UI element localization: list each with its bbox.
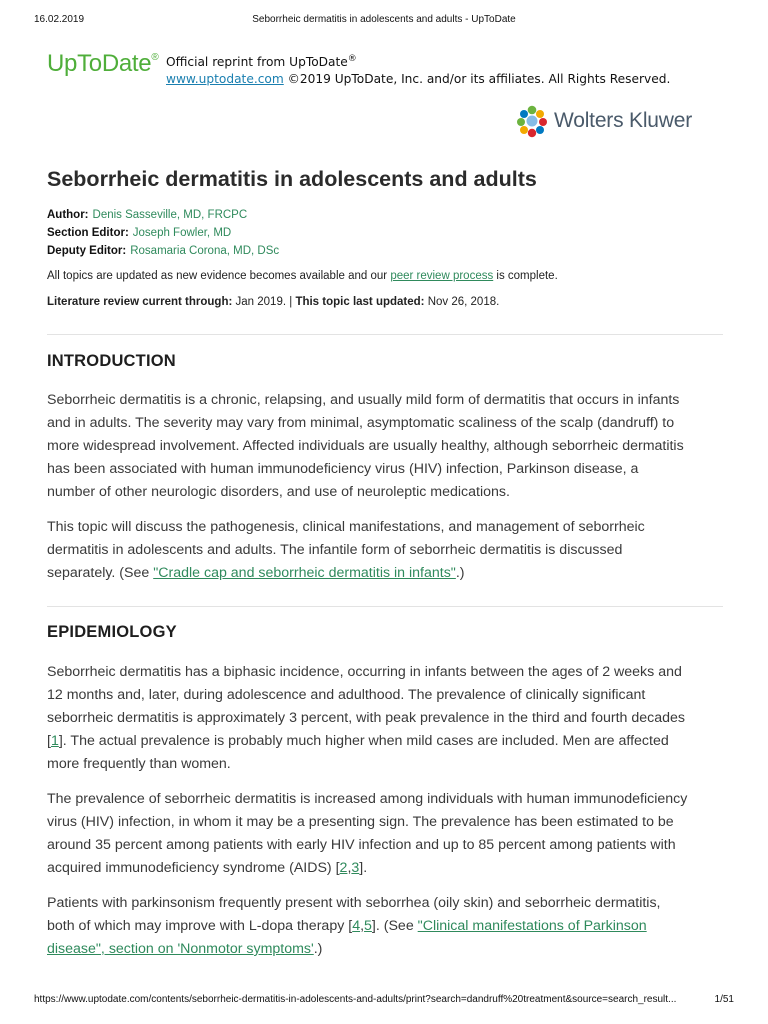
text-line <box>47 915 737 938</box>
divider <box>47 606 723 607</box>
cradle-cap-link[interactable]: "Cradle cap and seborrheic dermatitis in infants" <box>153 565 456 581</box>
copyright-text: ©2019 UpToDate, Inc. and/or its affiliates. All Rights Reserved. <box>287 72 671 87</box>
epidemiology-heading: EPIDEMIOLOGY <box>47 623 177 641</box>
copyright-line <box>166 71 670 88</box>
text-segment: both of which may improve with L-dopa therapy [ <box>47 918 353 934</box>
print-footer <box>34 994 734 1005</box>
page-number: 1/51 <box>714 994 734 1005</box>
introduction-paragraph-2 <box>47 516 737 585</box>
separator: | <box>289 296 293 308</box>
text-segment: , <box>347 860 352 876</box>
author-line <box>47 209 247 221</box>
wolters-kluwer-text: Wolters Kluwer <box>554 109 693 132</box>
deputy-editor-label: Deputy Editor: <box>47 245 127 257</box>
page-url: https://www.uptodate.com/contents/seborrheic-dermatitis-in-adolescents-and-adults/print?search=dandruff%20treatment&source=search_result... <box>34 994 677 1005</box>
text-segment: [ <box>47 733 51 749</box>
peer-review-link[interactable]: peer review process <box>390 270 494 282</box>
text-line: Seborrheic dermatitis has a biphasic incidence, occurring in infants between the ages of 2 weeks and <box>47 664 682 680</box>
print-date: 16.02.2019 <box>34 14 85 25</box>
text-line: number of other neurologic disorders, and use of neuroleptic medications. <box>47 484 510 500</box>
section-editor-label: Section Editor: <box>47 227 129 239</box>
update-note-pre: All topics are updated as new evidence becomes available and our <box>47 270 391 282</box>
text-segment: acquired immunodeficiency syndrome (AIDS) [ <box>47 860 340 876</box>
text-line: virus (HIV) infection, in whom it may be a presenting sign. The prevalence has been estimated to be <box>47 814 674 830</box>
last-updated-value: Nov 26, 2018. <box>427 296 500 308</box>
uptodate-logo-text: UpToDate <box>47 50 152 77</box>
text-line: Patients with parkinsonism frequently present with seborrhea (oily skin) and seborrheic dermatitis, <box>47 895 661 911</box>
text-line <box>47 730 737 753</box>
print-page-title: Seborrheic dermatitis in adolescents and adults - UpToDate <box>252 14 516 25</box>
introduction-paragraph-1 <box>47 389 737 504</box>
section-editor-link[interactable]: Joseph Fowler, MD <box>132 227 232 239</box>
reprint-text: Official reprint from UpToDate <box>166 55 348 70</box>
text-segment: .) <box>455 565 465 581</box>
epidemiology-paragraph-1 <box>47 661 737 776</box>
section-editor-line <box>47 227 231 239</box>
text-line <box>47 857 737 880</box>
text-line <box>47 938 737 961</box>
reference-link-5[interactable]: 5 <box>364 918 372 934</box>
uptodate-logo <box>47 50 158 78</box>
reprint-registered-mark: ® <box>347 54 357 64</box>
reference-link-1[interactable]: 1 <box>50 733 59 749</box>
parkinson-link-part-1[interactable]: "Clinical manifestations of Parkinson <box>417 918 647 934</box>
introduction-heading: INTRODUCTION <box>47 352 176 370</box>
text-line: around 35 percent among patients with early HIV infection and up to 85 percent among patients with <box>47 837 676 853</box>
text-line: 12 months and, later, during adolescence and adulthood. The prevalence of clinically significant <box>47 687 646 703</box>
print-header <box>0 14 768 28</box>
lit-review-label: Literature review current through: <box>47 296 233 308</box>
epidemiology-paragraph-2 <box>47 788 737 880</box>
reference-link-3[interactable]: 3 <box>351 860 360 876</box>
text-segment: separately. (See <box>47 565 154 581</box>
text-segment: .) <box>313 941 323 957</box>
deputy-editor-line <box>47 245 279 257</box>
uptodate-link[interactable]: www.uptodate.com <box>166 72 284 87</box>
author-label: Author: <box>47 209 89 221</box>
text-line: Seborrheic dermatitis is a chronic, relapsing, and usually mild form of dermatitis that occurs in infants <box>47 392 680 408</box>
text-segment: ]. <box>359 860 368 876</box>
text-line: This topic will discuss the pathogenesis, clinical manifestations, and management of seborrheic <box>47 519 645 535</box>
divider <box>47 334 723 335</box>
text-segment: , <box>360 918 365 934</box>
text-line: seborrheic dermatitis is approximately 3 percent, with peak prevalence in the third and fourth decades <box>47 710 685 726</box>
text-line: more widespread involvement. Affected individuals are usually healthy, although seborrheic dermatitis <box>47 438 684 454</box>
update-note-post: is complete. <box>493 270 558 282</box>
lit-review-value: Jan 2019. <box>235 296 287 308</box>
text-line: and in adults. The severity may vary from minimal, asymptomatic scaliness of the scalp (dandruff) to <box>47 415 675 431</box>
reprint-line <box>166 51 670 71</box>
epidemiology-paragraph-3 <box>47 892 737 961</box>
text-line <box>47 562 737 585</box>
wolters-kluwer-globe-icon <box>515 104 549 138</box>
last-updated-label: This topic last updated: <box>295 296 425 308</box>
author-link[interactable]: Denis Sasseville, MD, FRCPC <box>92 209 248 221</box>
deputy-editor-link[interactable]: Rosamaria Corona, MD, DSc <box>130 245 280 257</box>
reference-link-2[interactable]: 2 <box>339 860 348 876</box>
registered-mark: ® <box>151 52 159 63</box>
reprint-notice <box>166 51 670 88</box>
text-line: more frequently than women. <box>47 756 231 772</box>
text-segment: ]. The actual prevalence is probably much higher when mild cases are included. Men are affected <box>58 733 669 749</box>
reference-link-4[interactable]: 4 <box>352 918 361 934</box>
article-title: Seborrheic dermatitis in adolescents and adults <box>47 167 537 191</box>
text-line: dermatitis in adolescents and adults. The infantile form of seborrheic dermatitis is discussed <box>47 542 623 558</box>
literature-review-line <box>47 296 499 308</box>
wolters-kluwer-logo <box>515 104 692 138</box>
text-line: The prevalence of seborrheic dermatitis is increased among individuals with human immunodeficiency <box>47 791 688 807</box>
text-line: has been associated with human immunodeficiency virus (HIV) infection, Parkinson disease, a <box>47 461 639 477</box>
text-segment: ]. (See <box>371 918 418 934</box>
parkinson-link-part-2[interactable]: disease", section on 'Nonmotor symptoms' <box>47 941 314 957</box>
update-note <box>47 270 558 282</box>
